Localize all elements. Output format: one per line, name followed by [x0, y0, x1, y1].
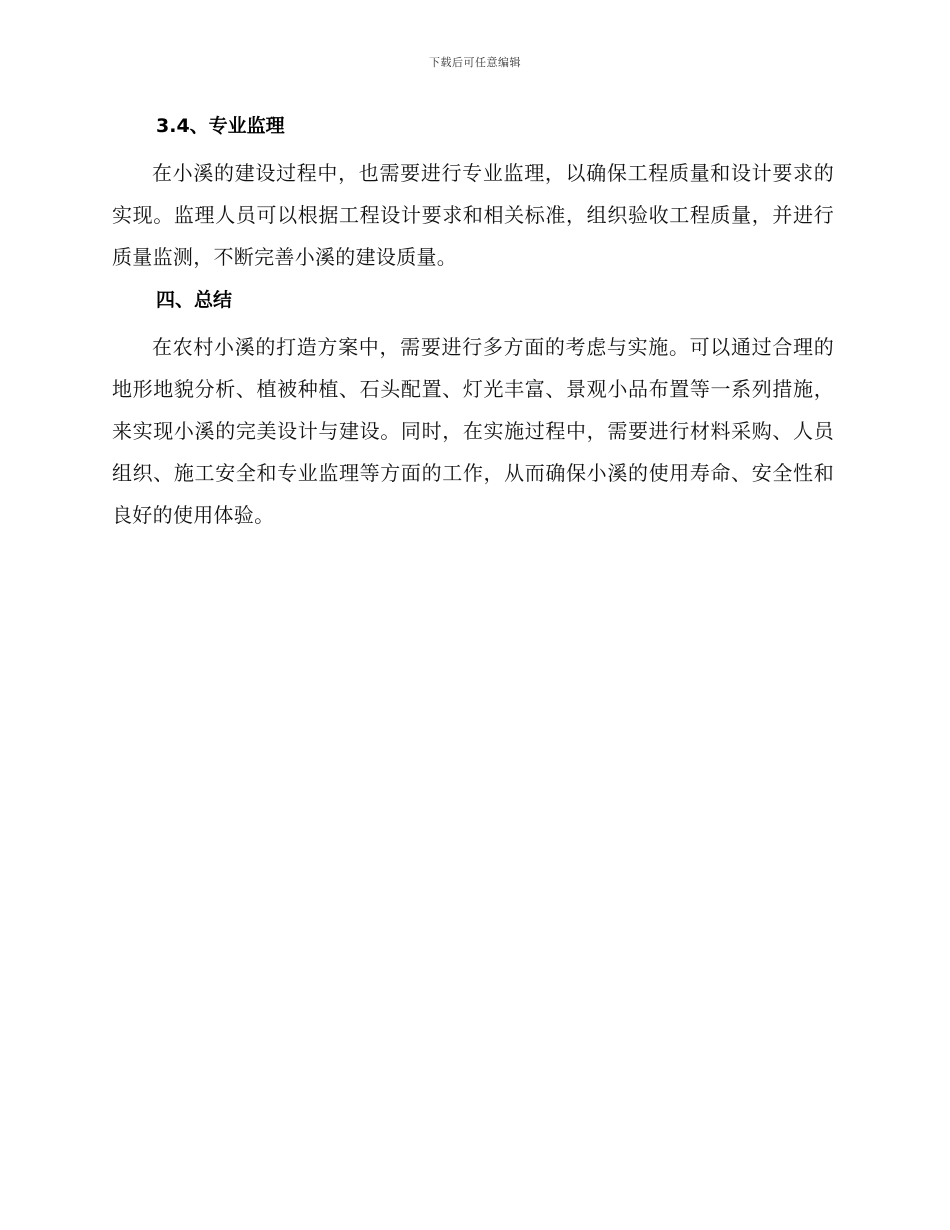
document-content — [112, 110, 834, 542]
section-heading-summary: 四、总结 — [156, 289, 233, 311]
section-heading-supervision: 3.4、专业监理 — [156, 115, 285, 137]
header-note: 下载后可任意编辑 — [429, 56, 521, 69]
section-paragraph-summary: 在农村小溪的打造方案中，需要进行多方面的考虑与实施。可以通过合理的地形地貌分析、植被种植、石头配置、灯光丰富、景观小品布置等一系列措施，来实现小溪的完美设计与建设。同时，在实施过程中，需要进行材料采购、人员组织、施工安全和专业监理等方面的工作，从而确保小溪的使用寿命、安全性和良好的使用体验。 — [112, 335, 834, 527]
section-paragraph-supervision: 在小溪的建设过程中，也需要进行专业监理，以确保工程质量和设计要求的实现。监理人员可以根据工程设计要求和相关标准，组织验收工程质量，并进行质量监测，不断完善小溪的建设质量。 — [112, 161, 834, 269]
